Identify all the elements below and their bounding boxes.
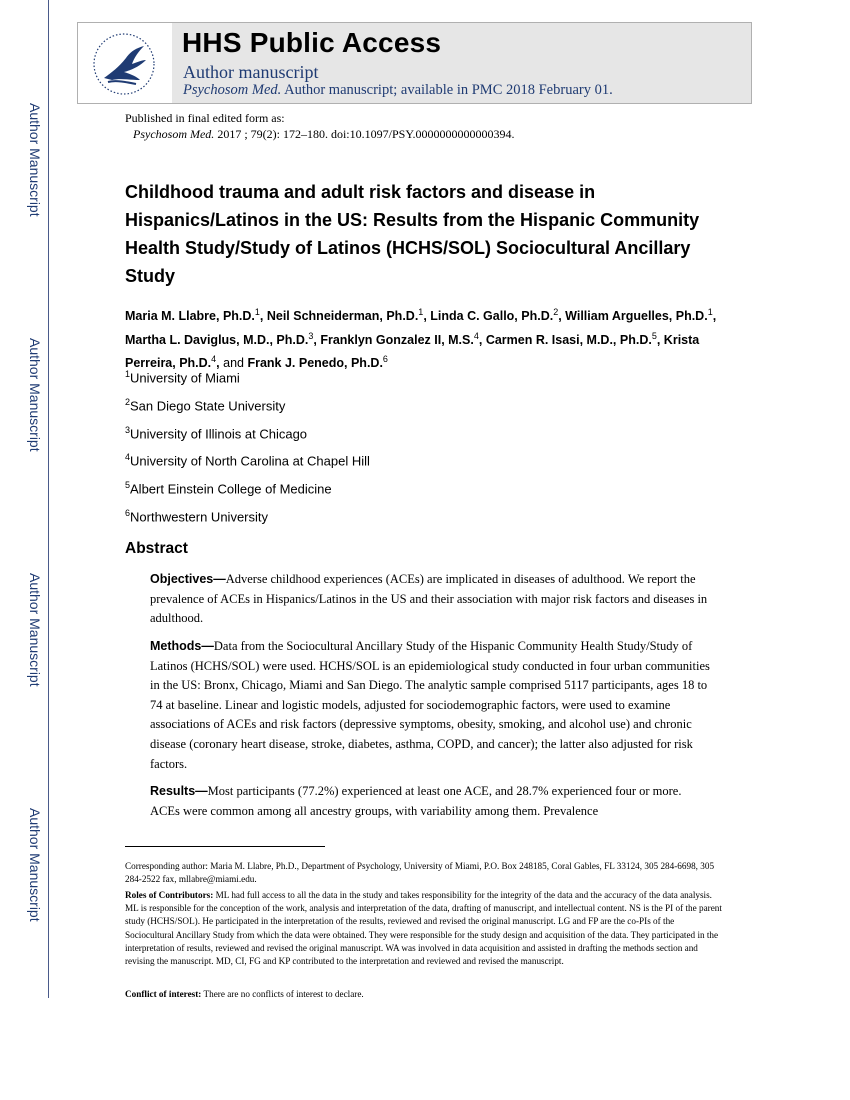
affiliation-text: San Diego State University	[130, 398, 286, 414]
affiliation-text: Albert Einstein College of Medicine	[130, 481, 332, 497]
affiliation-number: 6	[125, 507, 131, 518]
affiliation	[125, 421, 370, 449]
affiliation-text: University of North Carolina at Chapel Hill	[130, 453, 370, 469]
footnote-divider	[125, 846, 325, 847]
author-affiliation-sup: 1	[418, 307, 424, 317]
roles-text: ML had full access to all the data in the study and takes responsibility for the integrity of the data and the accuracy of the data analysis. ML is responsible for the conception of the work, analysis and interpretation of the data, drafting of manuscript, and intellectual content. NS is the PI of the parent study (HCHS/SOL). He participated in the interpretation of the results, reviewed and revised the original manuscript. LG and FP are the co-PIs of the Sociocultural Ancillary Study from which the data were obtained. They were responsible for the study design and acquisition of the data. They participated in the interpretation of results, reviewed and revised the original manuscript. WA was involved in data acquisition and assisted in drafting the methods section and revising the manuscript. MD, CI, FG and KP contributed to the interpretation and reviewed and revised the manuscript.	[125, 890, 722, 967]
abstract-results	[150, 782, 710, 821]
publication-info	[125, 110, 514, 142]
author: William Arguelles, Ph.D.	[565, 309, 708, 324]
abstract-heading: Abstract	[125, 540, 188, 557]
author: Linda C. Gallo, Ph.D.	[430, 309, 554, 324]
author-affiliation-sup: 1	[707, 307, 713, 317]
author: Krista Perreira, Ph.D.	[125, 332, 700, 371]
published-in-label: Published in final edited form as:	[125, 111, 285, 125]
author-conjunction: and	[223, 356, 244, 371]
author-list: Maria M. Llabre, Ph.D.$^1$, Neil Schneiderman, Ph.D.$^1$, Linda C. Gallo, Ph.D.$^2$, William Arguelles, Ph.D.$^1$, Martha L. Daviglus, M.D., Ph.D.$^3$, Franklyn Gonzalez II, M.S.$^4$, Carmen R. Isasi, M.D., Ph.D.$^5$, Krista Perreira, Ph.D.$^4$, and Frank J. Penedo, Ph.D.$^6$	[125, 307, 717, 371]
author-affiliation-sup: 2	[553, 307, 559, 317]
margin-rule	[48, 0, 49, 998]
side-label-author-manuscript: Author Manuscript	[27, 338, 43, 452]
author: Carmen R. Isasi, M.D., Ph.D.	[485, 332, 652, 347]
affiliation-text: Northwestern University	[130, 509, 269, 525]
side-label-author-manuscript: Author Manuscript	[27, 103, 43, 217]
journal-name: Psychosom Med.	[183, 82, 282, 98]
author-affiliation-sup: 4	[211, 354, 217, 365]
abstract-objectives	[150, 570, 710, 629]
objectives-text: Adverse childhood experiences (ACEs) are implicated in diseases of adulthood. We report the prevalence of ACEs in Hispanics/Latinos in the US and their association with major risk factors and diseases in adulthood.	[150, 572, 708, 626]
side-label-author-manuscript: Author Manuscript	[27, 808, 43, 922]
citation-journal: Psychosom Med.	[133, 127, 215, 141]
conflict-footnote	[125, 988, 725, 1001]
roles-footnote	[125, 889, 725, 968]
author: Neil Schneiderman, Ph.D.	[266, 309, 419, 324]
author-affiliation-sup: 3	[308, 330, 314, 341]
hhs-header	[77, 22, 752, 104]
article-title: Childhood trauma and adult risk factors and disease in Hispanics/Latinos in the US: Results from the Hispanic Community Health Study/Study of Latinos (HCHS/SOL) Sociocultural Ancillary Study	[125, 182, 700, 286]
affiliation-number: 5	[125, 480, 131, 491]
author: Franklyn Gonzalez II, M.S.	[320, 332, 474, 347]
results-label: Results—	[150, 784, 208, 798]
results-text: Most participants (77.2%) experienced at least one ACE, and 28.7% experienced four or more. ACEs were common among all ancestry groups, with variability among them. Prevalence	[150, 784, 682, 818]
affiliation	[125, 448, 370, 476]
affiliation-number: 4	[125, 452, 131, 463]
affiliation-text: University of Miami	[130, 370, 240, 386]
affiliation	[125, 476, 370, 504]
corresponding-author-footnote: Corresponding author: Maria M. Llabre, Ph.D., Department of Psychology, University of Miami, P.O. Box 248185, Coral Gables, FL 33124, 305 284-6698, 305 284-2522 fax, mllabre@miami.edu.	[125, 861, 715, 885]
author-affiliation-sup: 4	[473, 330, 479, 341]
methods-label: Methods—	[150, 639, 214, 653]
affiliation	[125, 504, 370, 532]
affiliation-number: 2	[125, 396, 131, 407]
affiliation	[125, 365, 370, 393]
affiliation-number: 3	[125, 424, 131, 435]
conflict-text: There are no conflicts of interest to declare.	[203, 989, 364, 999]
author: Maria M. Llabre, Ph.D.	[125, 309, 255, 324]
conflict-label: Conflict of interest:	[125, 989, 202, 999]
roles-label: Roles of Contributors:	[125, 890, 214, 900]
affiliation-text: University of Illinois at Chicago	[130, 425, 308, 441]
citation-details: 2017 ; 79(2): 172–180. doi:10.1097/PSY.0000000000000394.	[217, 127, 515, 141]
author: Frank J. Penedo, Ph.D.	[247, 356, 383, 371]
author-affiliation-sup: 6	[382, 354, 388, 365]
availability-text: Author manuscript; available in PMC 2018 February 01.	[284, 82, 613, 98]
author-manuscript-label: Author manuscript	[183, 62, 319, 82]
hhs-public-access-title: HHS Public Access	[182, 27, 442, 58]
author: Martha L. Daviglus, M.D., Ph.D.	[125, 332, 309, 347]
availability-line	[183, 82, 613, 99]
affiliation-number: 1	[125, 369, 131, 379]
side-label-author-manuscript: Author Manuscript	[27, 573, 43, 687]
author-affiliation-sup: 5	[651, 330, 657, 341]
abstract-methods	[150, 637, 710, 774]
objectives-label: Objectives—	[150, 572, 226, 586]
affiliation-list	[125, 365, 370, 532]
affiliation	[125, 393, 370, 421]
citation-line	[125, 126, 514, 142]
hhs-eagle-logo-icon	[86, 28, 162, 100]
author-affiliation-sup: 1	[254, 307, 260, 317]
methods-text: Data from the Sociocultural Ancillary Study of the Hispanic Community Health Study/Study of Latinos (HCHS/SOL) were used. HCHS/SOL is an epidemiological study conducted in four urban communities in the US: Bronx, Chicago, Miami and San Diego. The analytic sample comprised 5117 participants, ages 18 to 74 at baseline. Linear and logistic models, adjusted for sociodemographic factors, were used to examine associations of ACEs and risk factors (depressive symptoms, obesity, smoking, and alcohol use) and chronic disease (coronary heart disease, stroke, diabetes, asthma, COPD, and cancer); the latter also adjusted for risk factors.	[150, 639, 710, 771]
